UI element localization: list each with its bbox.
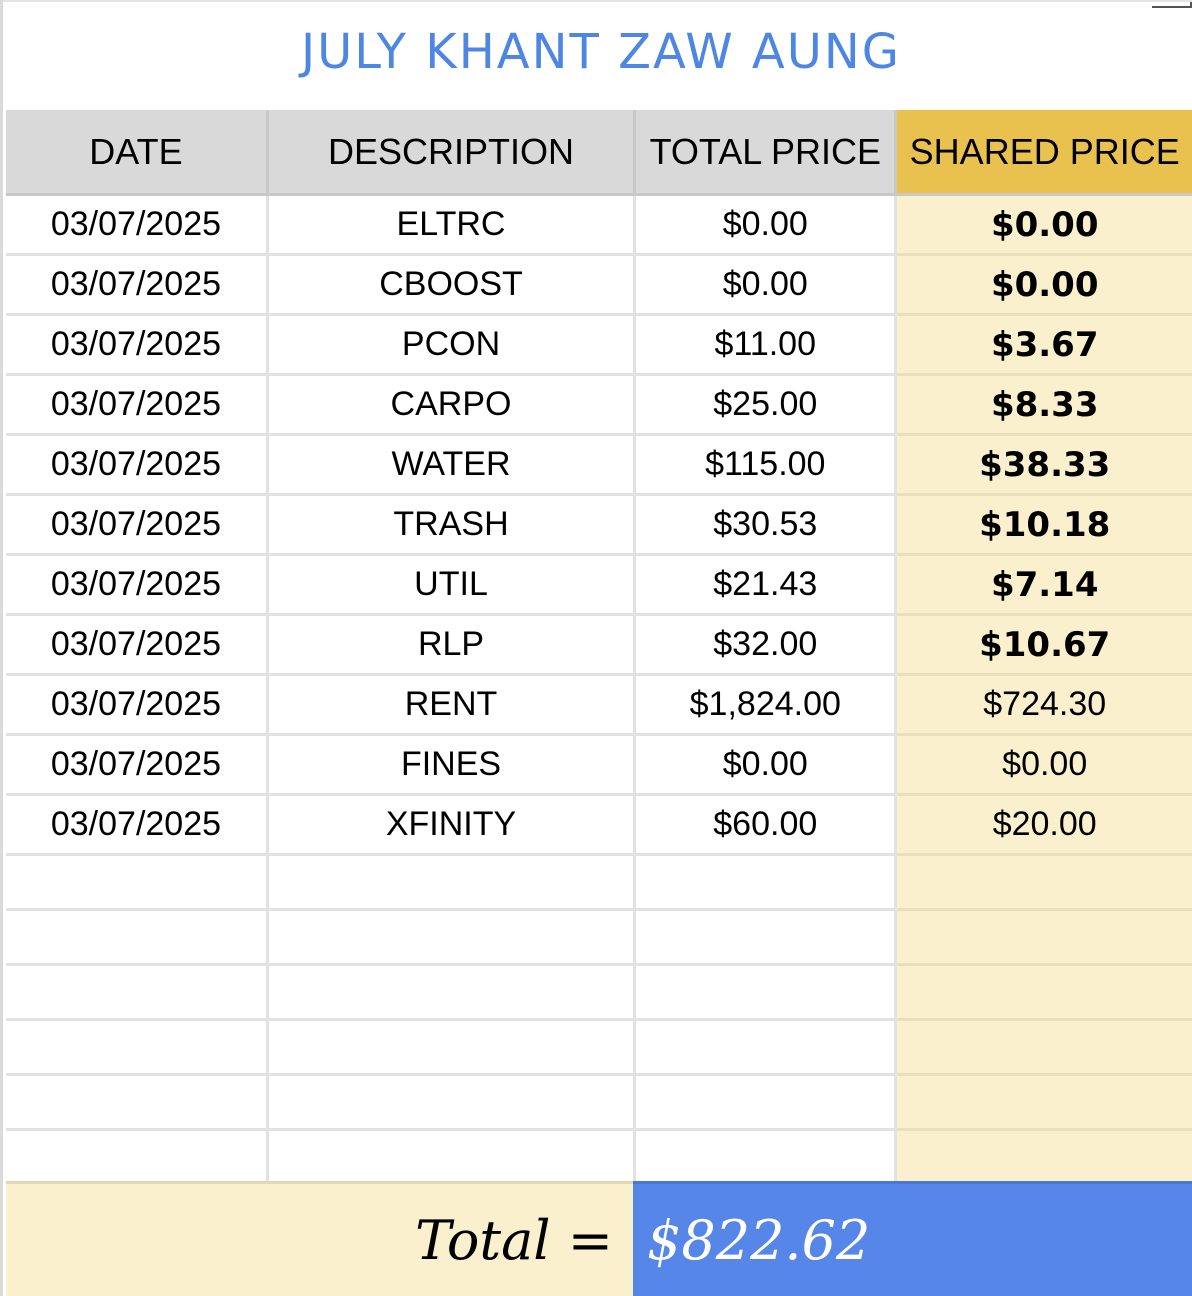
total-value-cell[interactable] [633, 1181, 1192, 1296]
shared-price-cell[interactable] [896, 435, 1192, 495]
empty-cell[interactable] [6, 1130, 267, 1184]
description-cell[interactable]: WATER [267, 435, 634, 495]
shared-price-value: $10.67 [979, 624, 1111, 665]
table-row [6, 495, 1192, 555]
shared-price-cell[interactable] [896, 195, 1192, 255]
empty-cell[interactable] [267, 1020, 634, 1075]
empty-cell[interactable] [635, 965, 896, 1020]
shared-price-value: $0.00 [990, 204, 1099, 245]
empty-row [6, 1075, 1192, 1130]
expense-table [6, 110, 1192, 1183]
empty-cell[interactable] [635, 1130, 896, 1184]
description-cell[interactable]: PCON [267, 315, 634, 375]
table-row [6, 195, 1192, 255]
description-cell[interactable]: FINES [267, 735, 634, 795]
total-price-cell[interactable]: $115.00 [635, 435, 896, 495]
shared-price-cell[interactable]: $20.00 [896, 795, 1192, 855]
total-price-cell[interactable]: $25.00 [635, 375, 896, 435]
total-price-cell[interactable]: $60.00 [635, 795, 896, 855]
shared-price-value: $8.33 [990, 384, 1099, 425]
header-date[interactable]: DATE [6, 110, 267, 195]
shared-price-cell[interactable] [896, 255, 1192, 315]
shared-price-cell[interactable] [896, 315, 1192, 375]
header-shared-price[interactable]: SHARED PRICE [896, 110, 1192, 195]
shared-price-cell[interactable] [896, 555, 1192, 615]
empty-cell[interactable] [896, 855, 1192, 910]
date-cell[interactable]: 03/07/2025 [6, 495, 267, 555]
empty-cell[interactable] [6, 1075, 267, 1130]
empty-cell[interactable] [896, 965, 1192, 1020]
table-row [6, 315, 1192, 375]
header-total-price[interactable]: TOTAL PRICE [635, 110, 896, 195]
shared-price-cell[interactable]: $0.00 [896, 735, 1192, 795]
empty-row [6, 1130, 1192, 1184]
empty-cell[interactable] [896, 1075, 1192, 1130]
empty-cell[interactable] [635, 1020, 896, 1075]
total-price-cell[interactable]: $30.53 [635, 495, 896, 555]
date-cell[interactable]: 03/07/2025 [6, 555, 267, 615]
description-cell[interactable]: RENT [267, 675, 634, 735]
empty-cell[interactable] [267, 855, 634, 910]
description-cell[interactable]: TRASH [267, 495, 634, 555]
total-price-cell[interactable]: $0.00 [635, 735, 896, 795]
total-label-cell[interactable] [6, 1181, 633, 1296]
empty-cell[interactable] [635, 910, 896, 965]
empty-cell[interactable] [896, 1020, 1192, 1075]
table-row [6, 555, 1192, 615]
description-cell[interactable]: CARPO [267, 375, 634, 435]
shared-price-value: $38.33 [979, 444, 1111, 485]
total-price-cell[interactable]: $11.00 [635, 315, 896, 375]
shared-price-value: $10.18 [979, 504, 1111, 545]
empty-row [6, 1020, 1192, 1075]
total-price-cell[interactable]: $0.00 [635, 255, 896, 315]
total-label: Total = [415, 1208, 613, 1272]
shared-price-cell[interactable] [896, 375, 1192, 435]
date-cell[interactable]: 03/07/2025 [6, 795, 267, 855]
empty-cell[interactable] [267, 1130, 634, 1184]
description-cell[interactable]: CBOOST [267, 255, 634, 315]
empty-cell[interactable] [635, 855, 896, 910]
title-cell[interactable] [3, 0, 1192, 110]
empty-cell[interactable] [6, 965, 267, 1020]
empty-cell[interactable] [267, 965, 634, 1020]
shared-price-cell[interactable] [896, 615, 1192, 675]
description-cell[interactable]: XFINITY [267, 795, 634, 855]
date-cell[interactable]: 03/07/2025 [6, 375, 267, 435]
total-price-cell[interactable]: $32.00 [635, 615, 896, 675]
date-cell[interactable]: 03/07/2025 [6, 195, 267, 255]
empty-cell[interactable] [267, 910, 634, 965]
empty-cell[interactable] [896, 910, 1192, 965]
total-price-cell[interactable]: $21.43 [635, 555, 896, 615]
date-cell[interactable]: 03/07/2025 [6, 735, 267, 795]
table-row [6, 675, 1192, 735]
shared-price-cell[interactable] [896, 495, 1192, 555]
total-row [6, 1181, 1192, 1296]
table-row [6, 615, 1192, 675]
empty-cell[interactable] [267, 1075, 634, 1130]
shared-price-value: $7.14 [990, 564, 1099, 605]
empty-cell[interactable] [6, 855, 267, 910]
date-cell[interactable]: 03/07/2025 [6, 315, 267, 375]
empty-cell[interactable] [635, 1075, 896, 1130]
table-row [6, 435, 1192, 495]
empty-cell[interactable] [896, 1130, 1192, 1184]
shared-price-cell[interactable]: $724.30 [896, 675, 1192, 735]
table-row [6, 375, 1192, 435]
date-cell[interactable]: 03/07/2025 [6, 615, 267, 675]
table-row [6, 795, 1192, 855]
empty-cell[interactable] [6, 910, 267, 965]
total-price-cell[interactable]: $1,824.00 [635, 675, 896, 735]
header-row [6, 110, 1192, 195]
header-description[interactable]: DESCRIPTION [267, 110, 634, 195]
description-cell[interactable]: UTIL [267, 555, 634, 615]
empty-row [6, 965, 1192, 1020]
table-row [6, 735, 1192, 795]
table-row [6, 255, 1192, 315]
shared-price-value: $3.67 [990, 324, 1099, 365]
sheet-title: JULY KHANT ZAW AUNG [300, 24, 901, 80]
empty-row [6, 910, 1192, 965]
date-cell[interactable]: 03/07/2025 [6, 255, 267, 315]
description-cell[interactable]: RLP [267, 615, 634, 675]
total-price-cell[interactable]: $0.00 [635, 195, 896, 255]
empty-cell[interactable] [6, 1020, 267, 1075]
description-cell[interactable]: ELTRC [267, 195, 634, 255]
shared-price-value: $0.00 [990, 264, 1099, 305]
date-cell[interactable]: 03/07/2025 [6, 675, 267, 735]
date-cell[interactable]: 03/07/2025 [6, 435, 267, 495]
empty-row [6, 855, 1192, 910]
total-value: $822.62 [647, 1208, 871, 1272]
